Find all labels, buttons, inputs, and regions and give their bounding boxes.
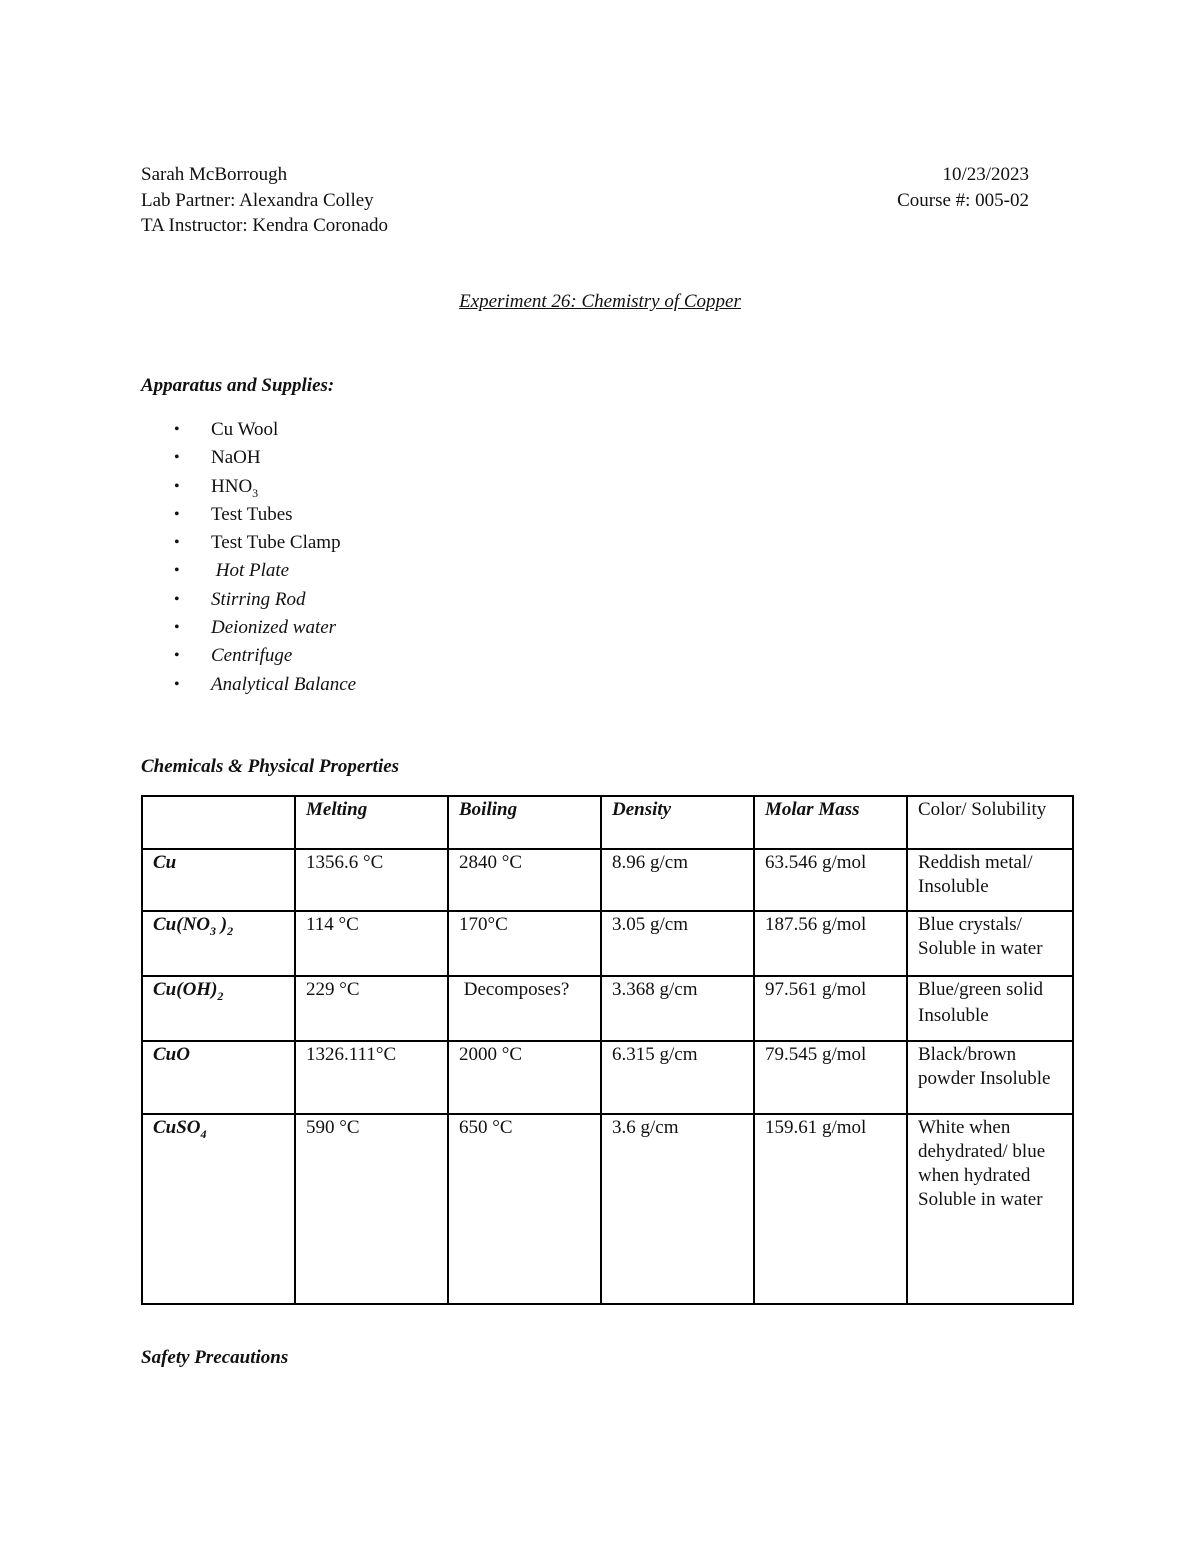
chemicals-heading: Chemicals & Physical Properties: [141, 756, 400, 777]
density-cell: 8.96 g/cm: [601, 849, 754, 911]
color-cell: Blue crystals/ Soluble in water: [907, 911, 1073, 976]
boiling-cell: 170°C: [448, 911, 601, 976]
boiling-cell: 2000 °C: [448, 1041, 601, 1114]
ta-instructor: TA Instructor: Kendra Coronado: [141, 215, 388, 236]
apparatus-item-label: Hot Plate: [211, 560, 290, 582]
melting-cell: 590 °C: [295, 1114, 448, 1304]
header-cell-color-solubility: Color/ Solubility: [907, 796, 1073, 849]
molar-mass-cell: 79.545 g/mol: [754, 1041, 907, 1114]
subscript: 2: [217, 988, 224, 1003]
molar-mass-cell: 159.61 g/mol: [754, 1114, 907, 1304]
header-cell-density: Density: [601, 796, 754, 849]
density-cell: 3.368 g/cm: [601, 976, 754, 1041]
bullet-icon: •: [174, 590, 180, 608]
header-cell-molar-mass: Molar Mass: [754, 796, 907, 849]
table-row: [142, 1041, 1073, 1114]
lab-partner: Lab Partner: Alexandra Colley: [141, 190, 374, 211]
table-row: [142, 849, 1073, 911]
solubility-line: Insoluble: [918, 1005, 989, 1026]
list-item: [170, 559, 356, 587]
list-item: [170, 446, 356, 474]
list-item: [170, 644, 356, 672]
bullet-icon: •: [174, 619, 180, 637]
apparatus-item-label: Centrifuge: [211, 645, 293, 667]
boiling-cell: 2840 °C: [448, 849, 601, 911]
table-row: [142, 976, 1073, 1041]
melting-cell: 229 °C: [295, 976, 448, 1041]
subscript: 2: [227, 923, 234, 938]
chemical-formula: Cu: [153, 852, 177, 873]
bullet-icon: •: [174, 675, 180, 693]
list-item: [170, 503, 356, 531]
list-item: [170, 418, 356, 446]
color-cell: Black/brown powder Insoluble: [907, 1041, 1073, 1114]
header-cell-melting: Melting: [295, 796, 448, 849]
apparatus-item-label: Analytical Balance: [211, 673, 357, 695]
list-item: [170, 475, 356, 503]
subscript: 3: [252, 485, 259, 500]
boiling-cell: 650 °C: [448, 1114, 601, 1304]
table-row: [142, 911, 1073, 976]
safety-heading: Safety Precautions: [141, 1347, 289, 1368]
table-row: [142, 1114, 1073, 1304]
apparatus-item-label: Deionized water: [211, 617, 337, 639]
melting-cell: 114 °C: [295, 911, 448, 976]
chemical-name: [142, 911, 295, 976]
list-item: [170, 588, 356, 616]
bullet-icon: •: [174, 421, 180, 438]
list-item: [170, 616, 356, 644]
bullet-icon: •: [174, 477, 180, 495]
apparatus-heading: Apparatus and Supplies:: [141, 375, 335, 396]
apparatus-item-label: Stirring Rod: [211, 588, 306, 610]
header-cell-boiling: Boiling: [448, 796, 601, 849]
subscript: 3: [210, 923, 217, 938]
page-title: Experiment 26: Chemistry of Copper: [459, 291, 741, 312]
color-cell: White when dehydrated/ blue when hydrated Soluble in water: [907, 1114, 1073, 1304]
bullet-icon: •: [174, 562, 180, 580]
course-number: Course #: 005-02: [897, 190, 1029, 211]
color-cell: [907, 976, 1073, 1041]
report-date: 10/23/2023: [942, 164, 1029, 185]
boiling-cell: Decomposes?: [448, 976, 601, 1041]
bullet-icon: •: [174, 647, 180, 665]
apparatus-list: [170, 418, 356, 701]
molar-mass-cell: 187.56 g/mol: [754, 911, 907, 976]
chemical-formula: CuSO: [153, 1117, 201, 1138]
density-cell: 6.315 g/cm: [601, 1041, 754, 1114]
chemical-name: [142, 976, 295, 1041]
density-cell: 3.05 g/cm: [601, 911, 754, 976]
melting-cell: 1326.111°C: [295, 1041, 448, 1114]
apparatus-item-label: Test Tubes: [211, 503, 293, 525]
apparatus-item-label: Test Tube Clamp: [211, 532, 341, 554]
apparatus-item-label: Cu Wool: [211, 419, 279, 440]
molar-mass-cell: 97.561 g/mol: [754, 976, 907, 1041]
bullet-icon: •: [174, 505, 180, 523]
student-name: Sarah McBorrough: [141, 164, 288, 185]
bullet-icon: •: [174, 449, 180, 467]
chemical-name: [142, 1114, 295, 1304]
header-cell-empty: [142, 796, 295, 849]
chemical-name: [142, 1041, 295, 1114]
color-cell: Reddish metal/ Insoluble: [907, 849, 1073, 911]
chemical-formula: Cu(OH): [153, 979, 218, 1000]
list-item: [170, 673, 356, 701]
apparatus-item-label: NaOH: [211, 447, 261, 469]
properties-table: [141, 795, 1074, 1305]
chemical-formula: CuO: [153, 1044, 190, 1065]
melting-cell: 1356.6 °C: [295, 849, 448, 911]
list-item: [170, 531, 356, 559]
bullet-icon: •: [174, 534, 180, 552]
chemical-formula: Cu(NO: [153, 914, 211, 935]
table-header-row: [142, 796, 1073, 849]
subscript: 4: [200, 1126, 207, 1141]
chemical-name: [142, 849, 295, 911]
apparatus-item-label: HNO: [211, 475, 253, 497]
color-line: Blue/green solid: [918, 979, 1044, 1000]
chemical-formula-tail: ): [216, 914, 228, 935]
density-cell: 3.6 g/cm: [601, 1114, 754, 1304]
molar-mass-cell: 63.546 g/mol: [754, 849, 907, 911]
